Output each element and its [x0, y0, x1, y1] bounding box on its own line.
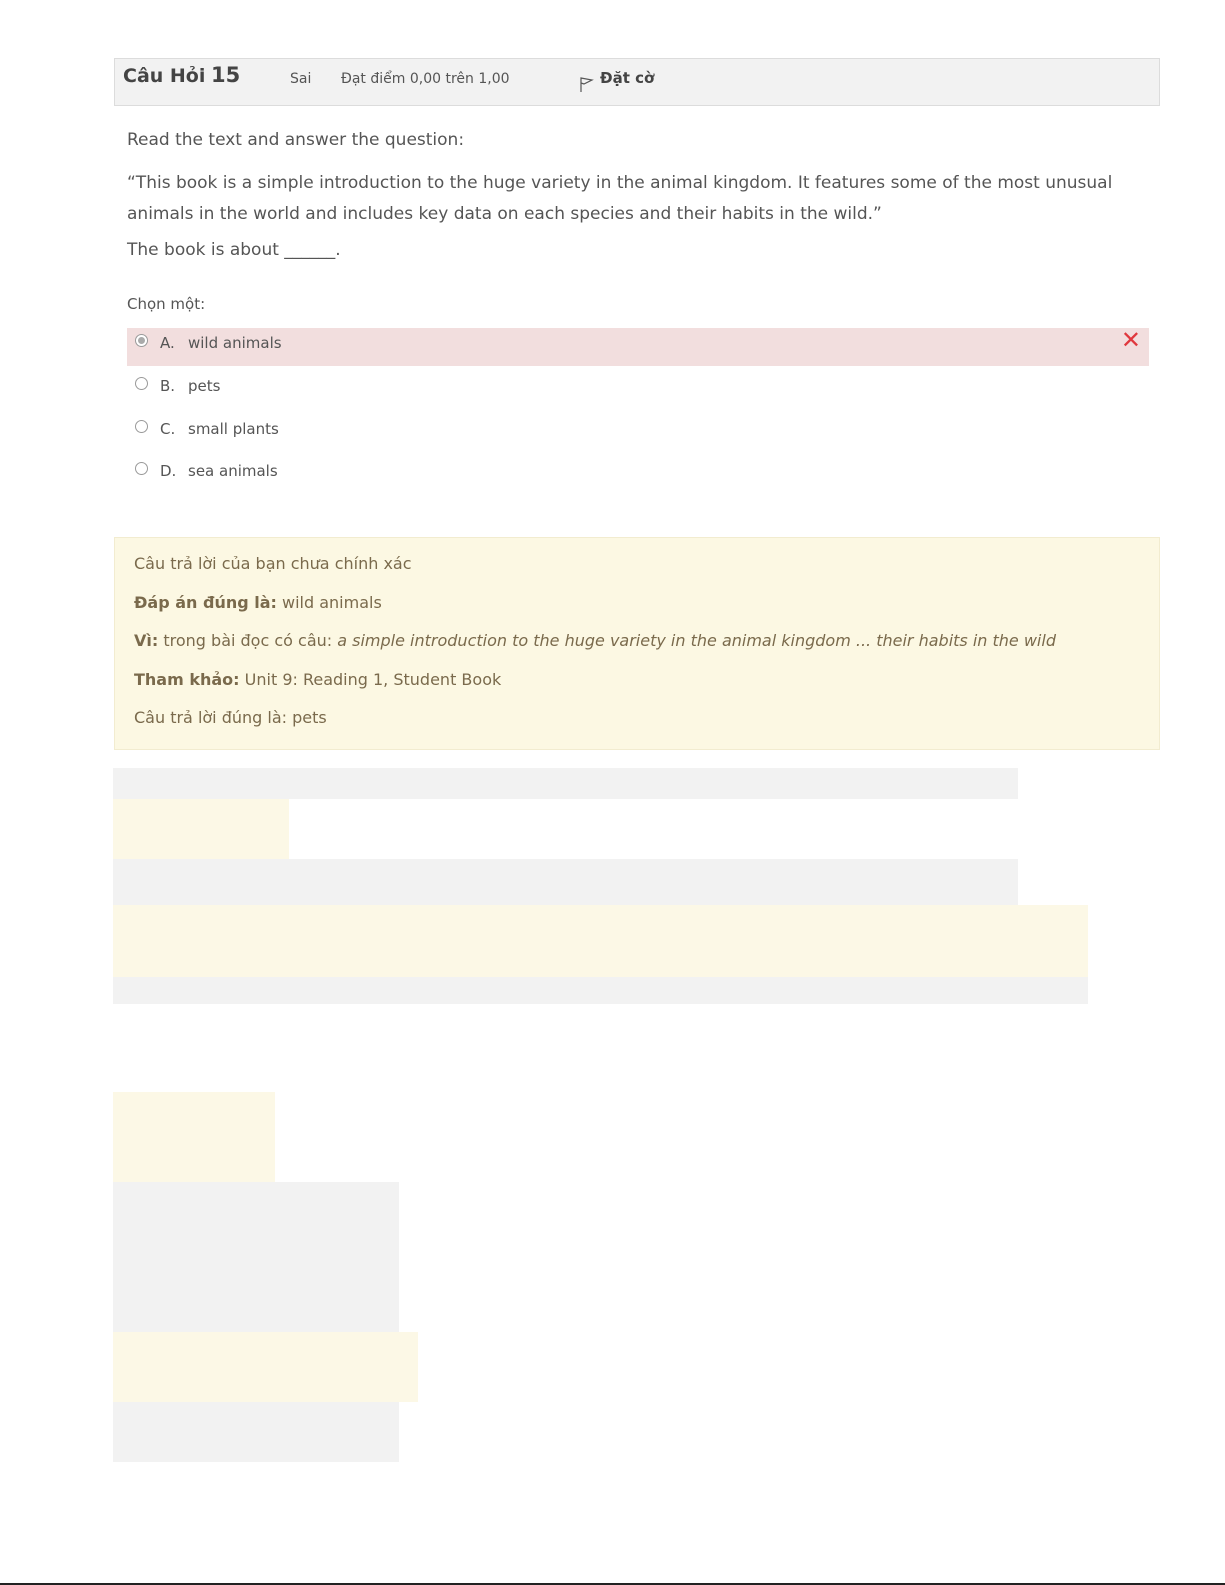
incorrect-x-icon: ✕	[1120, 326, 1141, 354]
flag-question-button[interactable]	[578, 69, 654, 93]
question-state: Sai	[290, 71, 312, 87]
placeholder-block	[113, 977, 1088, 1004]
placeholder-block	[113, 799, 289, 859]
feedback-general: Câu trả lời của bạn chưa chính xác	[134, 554, 412, 573]
option-letter: D.	[160, 462, 177, 480]
radio-option-d[interactable]	[135, 462, 148, 475]
option-text: wild animals	[188, 334, 282, 352]
placeholder-block	[113, 905, 1088, 977]
question-number-value: 15	[210, 63, 241, 87]
feedback-box	[114, 537, 1160, 750]
reference-label: Tham khảo:	[134, 670, 240, 689]
question-number	[123, 63, 240, 87]
question-passage: “This book is a simple introduction to the huge variety in the animal kingdom. It features some of the most unusual animals in the world and includes key data on each species and their habits in the wild.”	[127, 173, 1113, 224]
placeholder-block	[113, 1402, 399, 1462]
flag-label: Đặt cờ	[600, 69, 655, 87]
question-info-header	[114, 58, 1160, 106]
answer-prompt: Chọn một:	[127, 295, 206, 313]
answer-option-c[interactable]	[127, 414, 1149, 452]
reason-quote: a simple introduction to the huge variety in the animal kingdom ... their habits in the wild	[337, 631, 1056, 650]
placeholder-block	[113, 1182, 399, 1332]
option-letter: C.	[160, 420, 176, 438]
placeholder-block	[113, 1092, 275, 1182]
placeholder-block	[113, 768, 1018, 799]
feedback-reason	[134, 631, 1056, 650]
option-text: pets	[188, 377, 221, 395]
feedback-right-answer: Câu trả lời đúng là: pets	[134, 708, 327, 727]
option-letter: A.	[160, 334, 175, 352]
feedback-reference	[134, 670, 501, 689]
reason-prefix: trong bài đọc có câu:	[163, 631, 333, 650]
answer-option-b[interactable]	[127, 371, 1149, 409]
option-text: sea animals	[188, 462, 278, 480]
option-text: small plants	[188, 420, 279, 438]
option-letter: B.	[160, 377, 176, 395]
answer-option-d[interactable]	[127, 456, 1149, 494]
radio-option-a[interactable]	[135, 334, 148, 347]
question-grade: Đạt điểm 0,00 trên 1,00	[341, 71, 510, 87]
radio-option-b[interactable]	[135, 377, 148, 390]
reason-label: Vì:	[134, 631, 159, 650]
correct-answer-value: wild animals	[282, 593, 382, 612]
placeholder-block	[113, 859, 1018, 905]
reference-value: Unit 9: Reading 1, Student Book	[244, 670, 502, 689]
correct-answer-label: Đáp án đúng là:	[134, 593, 277, 612]
feedback-correct-answer	[134, 593, 382, 612]
question-label: Câu Hỏi	[123, 65, 206, 87]
answer-option-a[interactable]	[127, 328, 1149, 366]
placeholder-block	[113, 1332, 418, 1402]
flag-icon	[578, 75, 594, 93]
radio-option-c[interactable]	[135, 420, 148, 433]
question-instruction: Read the text and answer the question:	[127, 130, 465, 150]
question-stem: The book is about ______.	[127, 240, 341, 260]
